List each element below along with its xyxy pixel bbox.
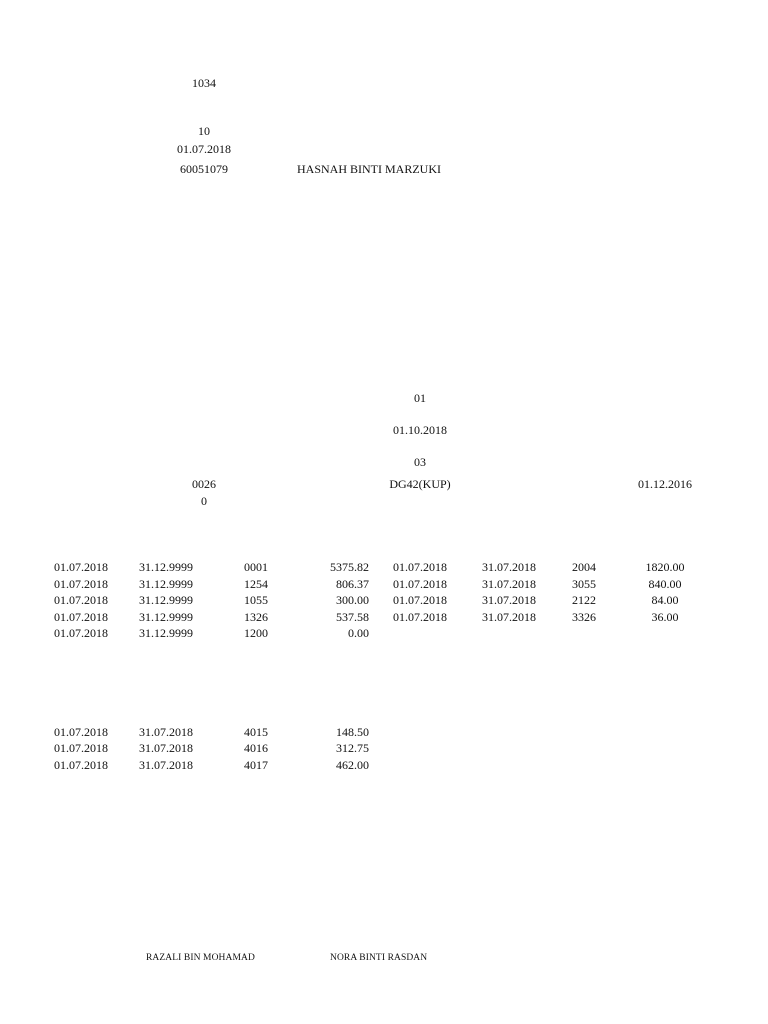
amount: 537.58 <box>336 610 369 624</box>
end-date: 31.07.2018 <box>139 758 193 772</box>
end-date: 31.07.2018 <box>482 577 536 591</box>
start-date: 01.07.2018 <box>54 741 108 755</box>
grade: DG42(KUP) <box>389 477 451 491</box>
field-b: 03 <box>414 455 426 469</box>
amount: 84.00 <box>651 593 679 607</box>
code-left: 0026 <box>192 477 216 491</box>
amount: 462.00 <box>336 758 369 772</box>
code: 1055 <box>244 593 268 607</box>
employee-id: 60051079 <box>180 162 228 176</box>
end-date: 31.07.2018 <box>482 593 536 607</box>
amount: 5375.82 <box>330 560 369 574</box>
amount: 840.00 <box>648 577 682 591</box>
end-date: 31.07.2018 <box>139 741 193 755</box>
code: 1200 <box>244 626 268 640</box>
amount: 312.75 <box>336 741 369 755</box>
start-date: 01.07.2018 <box>54 610 108 624</box>
start-date: 01.07.2018 <box>393 610 447 624</box>
end-date: 31.12.9999 <box>139 626 193 640</box>
effective-date: 01.10.2018 <box>393 423 447 437</box>
end-date: 31.12.9999 <box>139 560 193 574</box>
code: 1254 <box>244 577 268 591</box>
code: 4015 <box>244 725 268 739</box>
end-date: 31.12.9999 <box>139 593 193 607</box>
field-a: 01 <box>414 391 426 405</box>
start-date: 01.07.2018 <box>54 593 108 607</box>
start-date: 01.07.2018 <box>54 758 108 772</box>
end-date: 31.07.2018 <box>482 560 536 574</box>
code: 4017 <box>244 758 268 772</box>
signatory-right: NORA BINTI RASDAN <box>330 953 428 963</box>
start-date: 01.07.2018 <box>54 725 108 739</box>
start-date: 01.07.2018 <box>54 626 108 640</box>
start-date: 01.07.2018 <box>54 560 108 574</box>
code: 4016 <box>244 741 268 755</box>
code: 1326 <box>244 610 268 624</box>
start-date: 01.07.2018 <box>393 577 447 591</box>
amount: 1820.00 <box>645 560 685 574</box>
document-date: 01.07.2018 <box>177 142 231 156</box>
end-date: 31.07.2018 <box>482 610 536 624</box>
document-code: 1034 <box>192 76 216 90</box>
signatory-left: RAZALI BIN MOHAMAD <box>146 953 255 963</box>
amount: 36.00 <box>651 610 679 624</box>
unit-code: 10 <box>198 124 210 138</box>
end-date: 31.12.9999 <box>139 610 193 624</box>
code: 3055 <box>572 577 596 591</box>
end-date: 31.12.9999 <box>139 577 193 591</box>
end-date: 31.07.2018 <box>139 725 193 739</box>
amount: 806.37 <box>336 577 369 591</box>
code-left-sub: 0 <box>201 494 207 508</box>
amount: 0.00 <box>348 626 369 640</box>
code: 3326 <box>572 610 596 624</box>
grade-date: 01.12.2016 <box>638 477 692 491</box>
start-date: 01.07.2018 <box>393 560 447 574</box>
employee-name: HASNAH BINTI MARZUKI <box>297 162 441 176</box>
start-date: 01.07.2018 <box>54 577 108 591</box>
amount: 148.50 <box>336 725 369 739</box>
start-date: 01.07.2018 <box>393 593 447 607</box>
code: 2004 <box>572 560 596 574</box>
code: 2122 <box>572 593 596 607</box>
amount: 300.00 <box>336 593 369 607</box>
code: 0001 <box>244 560 268 574</box>
